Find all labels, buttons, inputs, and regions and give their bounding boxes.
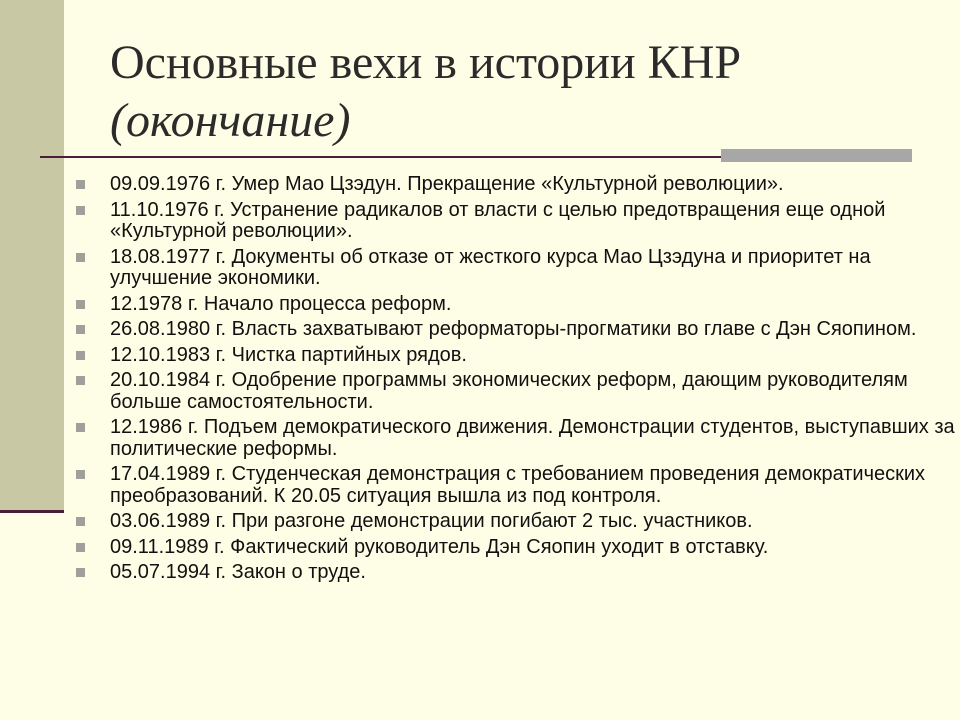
timeline-list xyxy=(76,174,956,588)
bullet-square-icon xyxy=(76,206,85,215)
list-item xyxy=(76,417,956,460)
list-item-text: 20.10.1984 г. Одобрение программы экономических реформ, дающим руководителям больше самостоятельности. xyxy=(110,369,908,413)
bullet-square-icon xyxy=(76,300,85,309)
list-item xyxy=(76,319,956,341)
list-item-text: 11.10.1976 г. Устранение радикалов от власти с целью предотвращения еще одной «Культурной революции». xyxy=(110,198,886,242)
slide-title-sub: (окончание) xyxy=(110,94,351,147)
list-item-text: 12.1986 г. Подъем демократического движения. Демонстрации студентов, выступавших за политические реформы. xyxy=(110,416,955,460)
title-accent-bar xyxy=(721,149,912,162)
sidebar-decoration xyxy=(0,0,64,512)
list-item xyxy=(76,247,956,290)
bullet-square-icon xyxy=(76,351,85,360)
slide-title xyxy=(110,34,930,150)
list-item xyxy=(76,370,956,413)
list-item xyxy=(76,562,956,584)
bullet-square-icon xyxy=(76,180,85,189)
bullet-square-icon xyxy=(76,253,85,262)
list-item-text: 03.06.1989 г. При разгоне демонстрации погибают 2 тыс. участников. xyxy=(110,510,753,532)
list-item xyxy=(76,464,956,507)
bullet-square-icon xyxy=(76,470,85,479)
list-item xyxy=(76,294,956,316)
list-item-text: 05.07.1994 г. Закон о труде. xyxy=(110,561,366,583)
bullet-square-icon xyxy=(76,423,85,432)
list-item-text: 09.11.1989 г. Фактический руководитель Дэн Сяопин уходит в отставку. xyxy=(110,535,769,558)
list-item-text: 17.04.1989 г. Студенческая демонстрация с требованием проведения демократических преобразований. К 20.05 ситуация вышла из под контроля. xyxy=(110,463,926,507)
bullet-square-icon xyxy=(76,568,85,577)
bullet-square-icon xyxy=(76,376,85,385)
slide-title-main: Основные вехи в истории КНР xyxy=(110,36,742,89)
bullet-square-icon xyxy=(76,543,85,552)
bullet-square-icon xyxy=(76,325,85,334)
list-item-text: 26.08.1980 г. Власть захватывают реформаторы-прогматики во главе с Дэн Сяопином. xyxy=(110,318,917,340)
list-item xyxy=(76,537,956,559)
list-item xyxy=(76,511,956,533)
list-item-text: 09.09.1976 г. Умер Мао Цзэдун. Прекращение «Культурной революции». xyxy=(110,173,784,195)
list-item-text: 12.10.1983 г. Чистка партийных рядов. xyxy=(110,343,467,366)
list-item xyxy=(76,200,956,243)
list-item-text: 12.1978 г. Начало процесса реформ. xyxy=(110,292,452,315)
bullet-square-icon xyxy=(76,517,85,526)
list-item xyxy=(76,174,956,196)
list-item xyxy=(76,345,956,367)
list-item-text: 18.08.1977 г. Документы об отказе от жесткого курса Мао Цзэдуна и приоритет на улучшение экономики. xyxy=(110,245,871,289)
sidebar-edge-line xyxy=(0,510,64,513)
